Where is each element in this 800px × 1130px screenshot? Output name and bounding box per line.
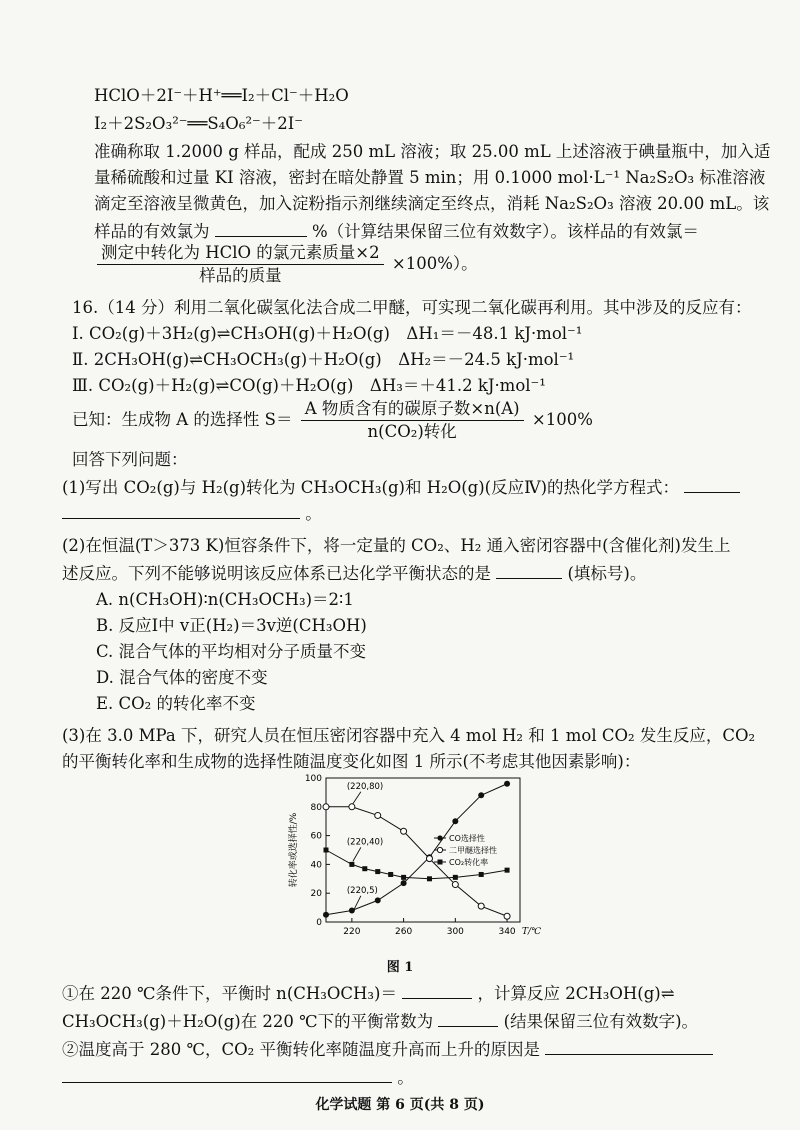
formula-tail: ×100%）。 (391, 254, 478, 273)
y-tick-label: 40 (310, 860, 322, 871)
y-tick-label: 0 (316, 918, 322, 928)
annotation-label: (220,80) (346, 781, 384, 792)
data-point (375, 869, 380, 874)
question-text: ，计算反应 2CH₃OH(g)⇌ (477, 984, 675, 1003)
data-point (375, 897, 381, 903)
data-point (323, 804, 329, 810)
data-point (388, 872, 393, 877)
data-point (349, 862, 354, 867)
fraction-denominator: 样品的质量 (199, 266, 282, 285)
formula-fraction (97, 242, 384, 287)
option-e: E. CO₂ 的转化率不变 (96, 694, 256, 713)
option-d: D. 混合气体的密度不变 (96, 668, 268, 687)
data-point (453, 875, 458, 880)
reaction-3: Ⅲ. CO₂(g)＋H₂(g)⇌CO(g)＋H₂O(g) ΔH₃＝＋41.2 kJ·mol⁻¹ (72, 376, 546, 395)
period: 。 (305, 504, 322, 523)
annotation-arrow (353, 792, 361, 804)
procedure-line-4 (0, 218, 800, 244)
question-text: (1)写出 CO₂(g)与 H₂(g)转化为 CH₃OCH₃(g)和 H₂O(g)(反应Ⅳ)的热化学方程式： (62, 478, 680, 497)
answer-blank-n-dme[interactable] (402, 980, 472, 999)
y-tick-label: 80 (310, 802, 322, 813)
y-tick-label: 100 (304, 774, 322, 784)
data-point (324, 848, 329, 853)
x-axis-label: T/℃ (522, 927, 542, 937)
definition-tail: ×100% (531, 410, 593, 429)
legend-label: 二甲醚选择性 (449, 846, 497, 855)
fraction-denominator: n(CO₂)转化 (367, 422, 457, 441)
procedure-line-3: 滴定至溶液呈微黄色，加入淀粉指示剂继续滴定至终点，消耗 Na₂S₂O₃ 溶液 20.00 mL。该 (94, 194, 770, 213)
data-point (401, 880, 407, 886)
part-2-line-1: (2)在恒温(T＞373 K)恒容条件下，将一定量的 CO₂、H₂ 通入密闭容器中(含催化剂)发生上 (62, 536, 731, 555)
part-1-cont (0, 500, 800, 526)
fraction-numerator: 测定中转化为 HClO 的氯元素质量×2 (97, 242, 384, 265)
part-2-line-2 (0, 560, 800, 586)
sub-question-2-line-1 (0, 1036, 800, 1062)
question-16-intro: 16.（14 分）利用二氧化碳氢化法合成二甲醚，可实现二氧化碳再利用。其中涉及的反应有： (72, 298, 752, 317)
page-footer: 化学试题 第 6 页(共 8 页) (315, 1097, 485, 1113)
legend-marker (437, 847, 442, 852)
data-point (479, 872, 484, 877)
answer-blank-reason-line2[interactable] (62, 1064, 392, 1083)
selectivity-definition (0, 398, 800, 443)
chart-svg (282, 770, 542, 950)
part-3-line-1: (3)在 3.0 MPa 下，研究人员在恒压密闭容器中充入 4 mol H₂ 和 1 mol CO₂ 发生反应，CO₂ (62, 726, 756, 745)
data-point (452, 818, 458, 824)
data-point (349, 804, 355, 810)
question-text: (结果保留三位有效数字)。 (503, 1012, 699, 1031)
figure-caption: 图 1 (386, 960, 414, 975)
data-point (452, 882, 458, 888)
data-point (362, 866, 367, 871)
answer-blank-effective-chlorine[interactable] (215, 218, 307, 237)
legend-marker (437, 835, 442, 840)
question-text: 述反应。下列不能够说明该反应体系已达化学平衡状态的是 (62, 564, 491, 583)
part-3-line-2: 的平衡转化率和生成物的选择性随温度变化如图 1 所示(不考虑其他因素影响)： (62, 752, 641, 771)
answer-blank-part1[interactable] (684, 474, 740, 493)
part-1 (0, 474, 800, 500)
y-tick-label: 20 (310, 889, 322, 900)
y-tick-label: 60 (310, 831, 322, 842)
procedure-line-1: 准确称取 1.2000 g 样品，配成 250 mL 溶液；取 25.00 mL 上述溶液于碘量瓶中，加入适 (94, 142, 771, 161)
question-text: ②温度高于 280 ℃，CO₂ 平衡转化率随温度升高而上升的原因是 (62, 1040, 540, 1059)
sub-question-2-line-2 (0, 1064, 800, 1090)
definition-text: 已知：生成物 A 的选择性 S＝ (72, 410, 293, 429)
reaction-2: Ⅱ. 2CH₃OH(g)⇌CH₃OCH₃(g)＋H₂O(g) ΔH₂＝－24.5 kJ·mol⁻¹ (72, 350, 575, 369)
legend-marker (438, 860, 443, 865)
x-tick-label: 260 (395, 927, 413, 937)
option-b: B. 反应Ⅰ中 v正(H₂)＝3v逆(CH₃OH) (96, 616, 367, 635)
data-point (401, 875, 406, 880)
data-point (478, 792, 484, 798)
question-text: %（计算结果保留三位有效数字）。该样品的有效氯＝ (312, 222, 699, 241)
answer-prompt: 回答下列问题： (72, 450, 188, 469)
answer-blank-part2[interactable] (496, 560, 562, 579)
procedure-line-2: 量稀硫酸和过量 KI 溶液，密封在暗处静置 5 min；用 0.1000 mol·L⁻¹ Na₂S₂O₃ 标准溶液 (94, 168, 766, 187)
question-text: ①在 220 ℃条件下，平衡时 n(CH₃OCH₃)＝ (62, 984, 397, 1003)
x-tick-label: 340 (498, 927, 516, 937)
fraction-numerator: A 物质含有的碳原子数×n(A) (301, 398, 524, 421)
data-point (401, 828, 407, 834)
data-point (427, 876, 432, 881)
data-point (504, 781, 510, 787)
x-tick-label: 300 (446, 927, 464, 937)
answer-blank-reason[interactable] (545, 1036, 713, 1055)
x-tick-label: 220 (343, 927, 361, 937)
selectivity-fraction (301, 398, 524, 443)
option-c: C. 混合气体的平均相对分子质量不变 (96, 642, 367, 661)
answer-blank-equilibrium-constant[interactable] (438, 1008, 498, 1027)
question-text: (填标号)。 (567, 564, 647, 583)
data-point (426, 856, 432, 862)
annotation-arrow (353, 847, 361, 861)
question-text: CH₃OCH₃(g)＋H₂O(g)在 220 ℃下的平衡常数为 (62, 1012, 434, 1031)
legend-label: CO选择性 (449, 834, 485, 843)
data-point (375, 812, 381, 818)
legend-label: CO₂转化率 (449, 858, 489, 867)
figure-1-chart (282, 770, 542, 950)
sub-question-1-line-1 (0, 980, 800, 1006)
y-axis-label: 转化率或选择性/% (289, 812, 299, 888)
option-a: A. n(CH₃OH)∶n(CH₃OCH₃)＝2∶1 (96, 590, 354, 609)
answer-blank-part1-line2[interactable] (62, 500, 300, 519)
period: 。 (397, 1068, 414, 1087)
annotation-label: (220,5) (346, 885, 378, 896)
data-point (504, 913, 510, 919)
annotation-label: (220,40) (346, 837, 384, 848)
data-point (505, 868, 510, 873)
annotation-arrow (353, 896, 361, 912)
equation-iodine-thiosulfate: I₂＋2S₂O₃²⁻══S₄O₆²⁻＋2I⁻ (94, 114, 303, 133)
equation-hclo-iodide: HClO＋2I⁻＋H⁺══I₂＋Cl⁻＋H₂O (94, 86, 349, 105)
data-point (323, 912, 329, 918)
data-point (478, 903, 484, 909)
sub-question-1-line-2 (0, 1008, 800, 1034)
effective-chlorine-formula (0, 242, 800, 287)
question-text: 样品的有效氯为 (94, 222, 210, 241)
reaction-1: Ⅰ. CO₂(g)＋3H₂(g)⇌CH₃OH(g)＋H₂O(g) ΔH₁＝－48.1 kJ·mol⁻¹ (72, 324, 583, 343)
